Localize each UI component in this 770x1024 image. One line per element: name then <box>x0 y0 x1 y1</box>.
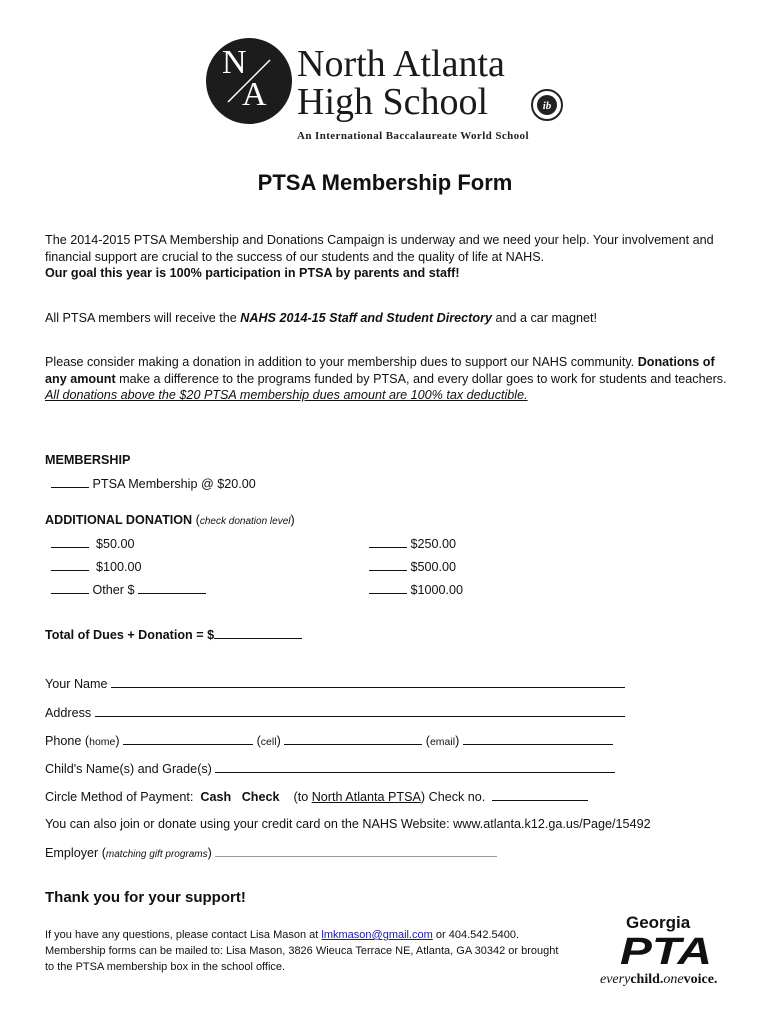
name-label: Your Name <box>45 677 108 691</box>
payment-row <box>45 788 588 805</box>
address-label: Address <box>45 706 92 720</box>
child-field[interactable] <box>215 760 615 773</box>
name-row <box>45 675 625 692</box>
thank-you-heading: Thank you for your support! <box>45 889 246 906</box>
online-payment-note: You can also join or donate using your credit card on the NAHS Website: www.atlanta.k12.ga.us/Page/15492 <box>45 817 651 831</box>
donation-heading-label: ADDITIONAL DONATION <box>45 513 193 527</box>
donation-other-amount-blank[interactable] <box>138 581 206 594</box>
pta-slogan-child: child. <box>630 972 664 987</box>
donation-blank-500[interactable] <box>369 558 407 571</box>
intro-text-3-pre: Please consider making a donation in addition to your membership dues to support our NAHS community. <box>45 355 638 369</box>
donation-heading: ADDITIONAL DONATION (check donation level) <box>45 513 295 527</box>
membership-checkbox-blank[interactable] <box>51 475 89 488</box>
employer-field[interactable] <box>215 845 497 857</box>
logo-divider-line <box>206 38 292 124</box>
form-title: PTSA Membership Form <box>257 170 513 195</box>
school-name-line2: High School <box>297 81 489 123</box>
phone-home-field[interactable] <box>123 732 253 745</box>
donation-blank-50[interactable] <box>51 535 89 548</box>
donation-blank-250[interactable] <box>369 535 407 548</box>
email-label: email <box>429 736 456 748</box>
intro-text-3-mid: make a difference to the programs funded by PTSA, and every dollar goes to work for students and teachers. <box>115 371 727 386</box>
total-row <box>45 626 302 643</box>
phone-cell-field[interactable] <box>284 732 422 745</box>
participation-goal: Our goal this year is 100% participation in PTSA by parents and staff! <box>45 266 460 280</box>
payment-check-option[interactable]: Check <box>241 790 280 804</box>
donation-other-label: Other $ <box>92 583 135 597</box>
child-row <box>45 760 615 777</box>
check-number-label: ) Check no. <box>420 790 486 804</box>
svg-text:ib: ib <box>542 100 552 112</box>
phone-label: Phone <box>45 734 82 748</box>
tax-deductible-note: All donations above the $20 PTSA membership dues amount are 100% tax deductible. <box>45 388 528 402</box>
donation-emphasis: Donations of any amount <box>45 355 715 386</box>
phone-cell-label: cell <box>260 736 277 748</box>
phone-home-label: home <box>89 736 116 748</box>
intro-text-1: The 2014-2015 PTSA Membership and Donations Campaign is underway and we need your help. Your involvement and financial support are crucial to the success of our students and the quality of life at NAHS. <box>45 233 714 264</box>
svg-text:everychild.onevoice. <box>600 972 717 987</box>
donation-option-500 <box>369 558 456 575</box>
donation-option-1000 <box>369 581 463 598</box>
donation-amount-500: $500.00 <box>410 560 457 574</box>
georgia-pta-logo <box>598 908 738 988</box>
intro-paragraph-2 <box>45 310 735 327</box>
intro-text-2-post: and a car magnet! <box>491 311 597 325</box>
donation-option-250 <box>369 535 456 552</box>
donation-option-100 <box>51 558 142 575</box>
payment-label: Circle Method of Payment: <box>45 790 194 804</box>
logo-letter-a: A <box>242 76 267 113</box>
school-logo-emblem <box>206 38 292 124</box>
donation-amount-250: $250.00 <box>410 537 457 551</box>
pta-slogan-voice: voice. <box>683 972 718 987</box>
payee-name: North Atlanta PTSA <box>311 790 421 804</box>
membership-heading: MEMBERSHIP <box>45 453 131 467</box>
donation-amount-50: $50.00 <box>96 537 135 551</box>
intro-text-2-pre: All PTSA members will receive the <box>45 311 241 325</box>
footer-text-pre: If you have any questions, please contact Lisa Mason at <box>45 929 322 941</box>
email-field[interactable] <box>463 732 613 745</box>
donation-option-other <box>51 581 206 598</box>
contact-email-link[interactable]: lmkmason@gmail.com <box>321 929 433 941</box>
membership-item-label: PTSA Membership @ $20.00 <box>92 477 256 491</box>
footer-text-post: or 404.542.5400. Membership forms can be mailed to: Lisa Mason, 3826 Wieuca Terrace NE, Atlanta, GA 30342 or brought to the PTSA membership box in the school office. <box>45 929 559 973</box>
donation-amount-1000: $1000.00 <box>410 583 464 597</box>
contact-footer <box>45 927 565 975</box>
employer-note: matching gift programs <box>105 849 208 860</box>
ib-logo-icon <box>530 88 564 122</box>
pta-slogan-one: one <box>663 972 684 987</box>
address-field[interactable] <box>95 704 625 717</box>
pta-slogan-every: every <box>600 972 631 987</box>
payment-to-pre: (to <box>293 790 312 804</box>
address-row <box>45 704 625 721</box>
employer-label: Employer <box>45 846 99 860</box>
donation-note: check donation level <box>199 516 291 527</box>
total-blank[interactable] <box>214 626 302 639</box>
intro-paragraph-1 <box>45 232 735 282</box>
intro-paragraph-3 <box>45 354 735 404</box>
donation-blank-1000[interactable] <box>369 581 407 594</box>
donation-amount-100: $100.00 <box>96 560 142 574</box>
name-field[interactable] <box>111 675 625 688</box>
pta-logo-state: Georgia <box>626 913 691 932</box>
employer-row: Employer (matching gift programs) <box>45 845 497 863</box>
directory-name: NAHS 2014-15 Staff and Student Directory <box>240 311 492 325</box>
payment-cash-option[interactable]: Cash <box>200 790 232 804</box>
logo-letter-n: N <box>222 44 247 81</box>
phone-row: Phone (home) (cell) (email) <box>45 732 613 750</box>
check-number-field[interactable] <box>492 788 588 801</box>
donation-blank-100[interactable] <box>51 558 89 571</box>
membership-item <box>51 475 256 492</box>
donation-blank-other[interactable] <box>51 581 89 594</box>
child-label: Child's Name(s) and Grade(s) <box>45 762 212 776</box>
donation-option-50 <box>51 535 135 552</box>
pta-logo-wordmark: PTA <box>620 931 712 973</box>
school-name-line1: North Atlanta <box>297 43 505 85</box>
total-label: Total of Dues + Donation = $ <box>45 628 215 642</box>
school-tagline: An International Baccalaureate World School <box>297 130 529 142</box>
